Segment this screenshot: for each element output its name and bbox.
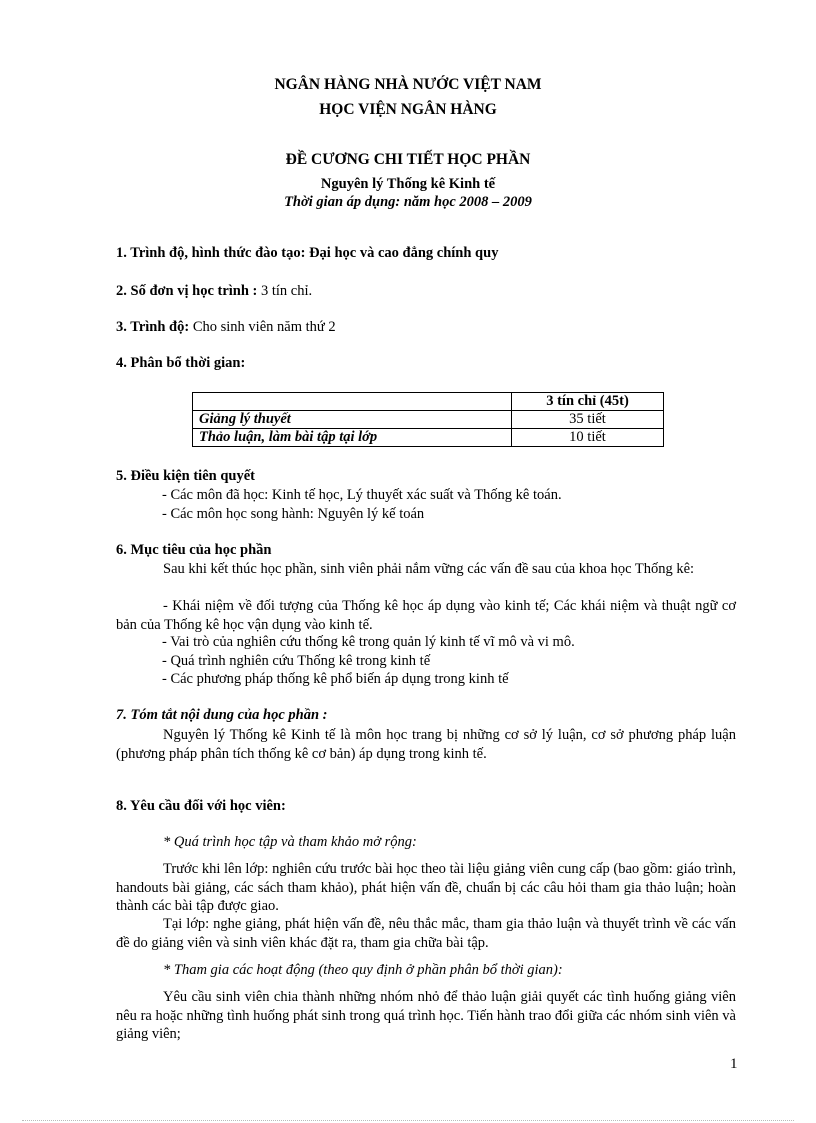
section-7-text: Nguyên lý Thống kê Kinh tế là môn học trang bị những cơ sở lý luận, cơ sở phương pháp luận (phương pháp phân tích thống kê cơ bản) áp dụng trong kinh tế.	[116, 727, 736, 762]
table-header-empty	[193, 393, 512, 411]
table-header-credits: 3 tín chỉ (45t)	[512, 393, 664, 411]
table-row-value: 35 tiết	[512, 411, 664, 429]
section-3-level	[116, 319, 336, 336]
section-8-paragraph: Tại lớp: nghe giảng, phát hiện vấn đề, nêu thắc mắc, tham gia thảo luận và thuyết trình về các vấn đề do giảng viên và sinh viên khác đặt ra, tham gia chữa bài tập.	[116, 916, 736, 951]
section-2-label: 2. Số đơn vị học trình :	[116, 283, 258, 299]
section-6-item: - Vai trò của nghiên cứu thống kê trong quản lý kinh tế vĩ mô và vi mô.	[162, 634, 575, 650]
document-title: ĐỀ CƯƠNG CHI TIẾT HỌC PHẦN	[285, 151, 531, 168]
section-3-label: 3. Trình độ:	[116, 319, 190, 335]
section-6-item: - Khái niệm về đối tượng của Thống kê học áp dụng vào kinh tế; Các khái niệm và thuật ngữ cơ bản của Thống kê học vận dụng vào kinh tế.	[116, 598, 736, 633]
table-row-label: Thảo luận, làm bài tập tại lớp	[193, 429, 512, 447]
section-8-paragraph: Trước khi lên lớp: nghiên cứu trước bài học theo tài liệu giảng viên cung cấp (bao gồm: giáo trình, handouts bài giảng, các sách tham khảo), phát hiện vấn đề, chuẩn bị các câu hỏi tham gia thảo luận; hoàn thành các bài tập được giao.	[116, 861, 736, 914]
section-5-item: - Các môn học song hành: Nguyên lý kế toán	[162, 506, 425, 522]
table-header-row	[193, 393, 664, 411]
section-8-subheading: * Quá trình học tập và tham khảo mở rộng:	[163, 834, 417, 850]
table-row	[193, 411, 664, 429]
section-7-title: 7. Tóm tắt nội dung của học phần :	[116, 707, 328, 723]
section-2-credits	[116, 283, 312, 300]
table-row-value: 10 tiết	[512, 429, 664, 447]
section-2-value: 3 tín chỉ.	[257, 283, 313, 299]
section-8-paragraph: Yêu cầu sinh viên chia thành những nhóm nhỏ để thảo luận giải quyết các tình huống giảng viên nêu ra hoặc những tình huống phát sinh trong quá trình học. Tiến hành trao đổi giữa các nhóm sinh viên và giảng viên;	[116, 989, 736, 1042]
section-6-item: - Các phương pháp thống kê phổ biến áp dụng trong kinh tế	[162, 671, 509, 687]
table-row	[193, 429, 664, 447]
header-bank-name: NGÂN HÀNG NHÀ NƯỚC VIỆT NAM	[274, 76, 542, 93]
course-name: Nguyên lý Thống kê Kinh tế	[320, 176, 496, 192]
table-row-label: Giảng lý thuyết	[193, 411, 512, 429]
page-number: 1	[730, 1056, 738, 1072]
section-6-item: - Quá trình nghiên cứu Thống kê trong kinh tế	[162, 653, 431, 669]
apply-time: Thời gian áp dụng: năm học 2008 – 2009	[284, 194, 532, 210]
section-5-item: - Các môn đã học: Kinh tế học, Lý thuyết xác suất và Thống kê toán.	[162, 487, 562, 503]
section-5-title: 5. Điều kiện tiên quyết	[116, 468, 255, 484]
time-allocation-table	[192, 392, 664, 447]
section-6-intro: Sau khi kết thúc học phần, sinh viên phải nắm vững các vấn đề sau của khoa học Thống kê:	[163, 561, 695, 577]
section-6-title: 6. Mục tiêu của học phần	[116, 542, 272, 558]
section-8-subheading: * Tham gia các hoạt động (theo quy định ở phần phân bổ thời gian):	[163, 962, 563, 978]
section-4-title: 4. Phân bổ thời gian:	[116, 355, 246, 371]
header-academy-name: HỌC VIỆN NGÂN HÀNG	[319, 101, 497, 118]
section-1-training-level: 1. Trình độ, hình thức đào tạo: Đại học và cao đẳng chính quy	[116, 245, 499, 261]
section-3-value: Cho sinh viên năm thứ 2	[189, 319, 336, 335]
page-bottom-divider	[22, 1120, 794, 1121]
section-8-title: 8. Yêu cầu đối với học viên:	[116, 798, 286, 814]
